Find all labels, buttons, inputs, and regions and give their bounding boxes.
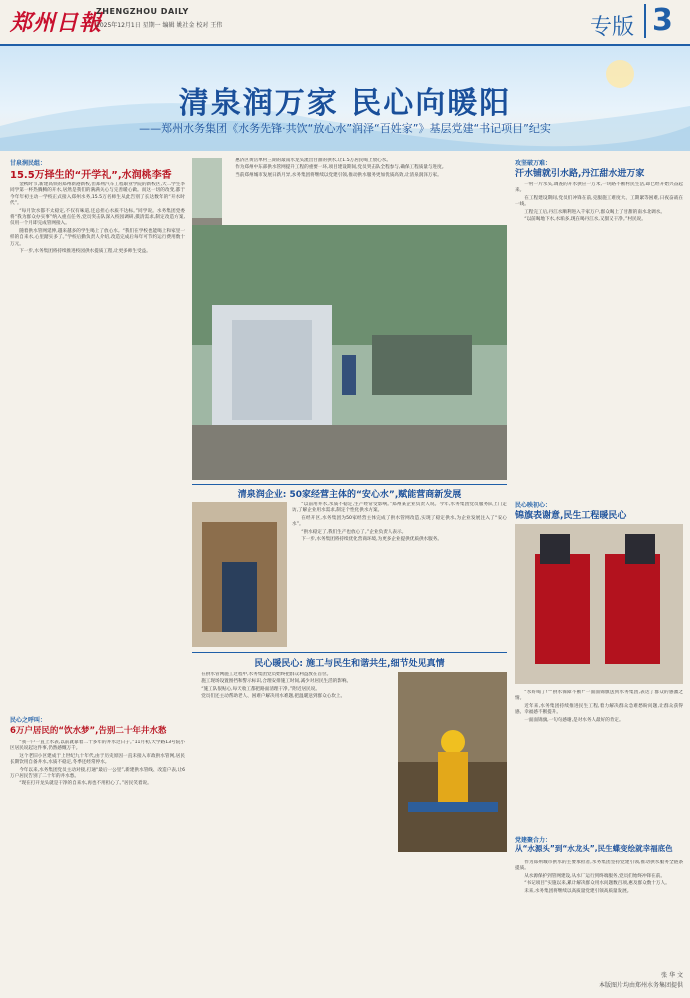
right-top-article <box>515 182 683 492</box>
paragraph: 在供水管网施工过程中,水务集团党员始终把群众利益放在首位。 <box>201 672 332 677</box>
left-top-article <box>10 182 185 712</box>
paragraph: “供水稳定了,我们生产也放心了。”企业负责人表示。 <box>301 529 407 535</box>
paragraph: 作为郑州城市供水的主要承担者,水务集团坚持党建引领,推动供水服务全链条提质。 <box>515 860 683 872</box>
center-lower-heading <box>192 656 507 669</box>
newspaper-logo: 郑州日報 <box>10 10 103 36</box>
photo-credit: 本版图片均由郑州水务集团提供 <box>598 982 683 989</box>
left-top-kicker: 甘泉润民组： <box>10 160 47 167</box>
paragraph: 从水源保护到管网建设,从水厂运行到终端服务,党员们始终冲锋在前。 <box>524 873 665 879</box>
right-top-kicker: 攻坚破万难： <box>515 160 552 167</box>
paragraph: “水好喝了!”“供水保障不断!”一面面锦旗送到水务集团,表达了群众的感激之情。 <box>515 690 683 702</box>
center-lower-title: 施工与民生和谐共生,细节处见真情 <box>306 659 445 669</box>
right-top-title: 汗水铺就引水路,丹江甜水进万家 <box>515 169 645 179</box>
paragraph: 作为郑州中东部供水管网提升工程的重要一环,项目建设期间,党员突击队全程参与,确保工程质量与进度。 <box>235 165 447 171</box>
paragraph: “每月饮水都不太稳定,不仅有味道,还总担心水质不达标。”同学说。水务集团党委将“我为群众办实事”纳入重点任务,党员突击队深入校园调研,摸清需求,制定改造方案,仅用一个月即完成管网接入。 <box>10 208 185 227</box>
banner-presentation-photo <box>515 524 683 684</box>
paragraph: “现在打开龙头就是干净的自来水,再也不用担心了。”居民笑着说。 <box>19 781 152 787</box>
byline: 张 华 文 <box>661 972 683 979</box>
paragraph: “我一户一直上水表,以前就靠着二十多年的井水过日子。”11月初,大学路13号院小区居民说起这件事,仍然感慨万千。 <box>10 740 185 752</box>
paragraph: 下一步,水务集团将持续推进校园供水提质工程,让更多师生受益。 <box>19 249 151 255</box>
date-line: 2025年12月1日 星期一 编辑 姚社金 校对 王伟 <box>96 22 223 29</box>
paragraph: 在工程建设期间,党员们冲锋在前,克服施工难度大、工期紧等困难,日夜奋战在一线。 <box>515 195 683 208</box>
enterprise-photo <box>192 502 287 647</box>
paragraph: 一村一片水头,调查的开水供应一万米,一块路不断村民生活,却已经开始兴奋起来。 <box>515 182 683 194</box>
paragraph: “书记项目”实施以来,累计解决群众用水问题数百项,惠及群众数十万人。 <box>524 881 670 887</box>
section-name: 专版 <box>590 15 635 40</box>
left-top-title: 15.5万择生的“开学礼”,水润桃李香 <box>10 170 172 181</box>
water-station-photo <box>192 225 507 480</box>
center-banner-kicker: 清泉润企业: <box>237 490 287 500</box>
paragraph: 这个老旧小区建成于上世纪九十年代,由于历史原因一直未接入市政供水管网,居民长期饮用自备井水,水质不稳定,冬季还经常停水。 <box>10 753 185 766</box>
paragraph: “施工队很贴心,每天收工都把路面清理干净。”附近居民说。 <box>201 686 320 692</box>
newspaper-name-en: ZHENGZHOU DAILY <box>96 7 189 16</box>
paragraph: 惠济区黄岳单村三期的最南水龙头流出甘甜的供水,让1.5万居民喝上放心水。 <box>235 158 391 163</box>
paragraph: 一面面锦旗,一句句感谢,是对水务人最好的肯定。 <box>524 717 624 723</box>
paragraph: 工程完工后,丹江水顺利进入千家万户,群众喝上了甘甜的南水北调水。 <box>524 209 665 215</box>
section-divider <box>192 652 507 653</box>
section-divider <box>192 484 507 485</box>
paragraph: “以前喝地下水,水垢多,现在喝丹江水,又甜又干净。”村民说。 <box>524 217 646 223</box>
paragraph: 下一步,水务集团将持续优化营商环境,为更多企业提供优质供水服务。 <box>301 537 442 543</box>
center-mid-article <box>292 502 507 647</box>
right-mid-title: 锦旗表谢意,民生工程暖民心 <box>515 511 627 521</box>
page-headline: 清泉润万家 民心向暖阳 <box>178 86 512 121</box>
paragraph: 党员们还主动帮助老人、困难户解决用水难题,把温暖送到群众心坎上。 <box>201 694 346 700</box>
paragraph: 施工现场设置围挡和警示标识,合理安排施工时间,减少对居民生活的影响。 <box>201 679 352 685</box>
paragraph: 今年以来,水务集团党员主动对接,打通“最后一公里”,新建供水管线、改造户表,让6万户居民告别了二十年的井水愁。 <box>10 767 185 780</box>
center-banner-heading <box>192 487 507 500</box>
page-subhead: ——郑州水务集团《水务先锋·共饮“放心水”润泽“百姓家”》基层党建“书记项目”纪实 <box>139 122 551 135</box>
paragraph: 随着供水管网延伸,越来越多的学生喝上了放心水。“我们在学校也能喝上和家里一样的自来水,心里踏实多了。”学校后勤负责人介绍,改造完成后每年可节约运行费用数十万元。 <box>10 228 185 247</box>
pipeline-work-photo <box>398 672 507 852</box>
right-bottom-title: 从“水源头”到“水龙头”,民生蝶变绘就幸福底色 <box>515 844 673 853</box>
paragraph: 当前郑州城市发展日新月异,水务集团将继续以党建引领,推动供水服务更加优质高效,让清泉润泽万家。 <box>235 172 442 178</box>
page-number: 3 <box>644 4 673 38</box>
right-mid-article <box>515 690 683 820</box>
right-bottom-kicker: 党建聚合力： <box>515 837 552 844</box>
center-banner-title: 50家经营主体的“安心水”,赋能营商新发展 <box>289 490 462 500</box>
paragraph: 近年来,水务集团持续推进民生工程,着力解决群众急难愁盼问题,让群众获得感、幸福感不断提升。 <box>515 703 683 716</box>
paragraph: 在经开区,水务集团为50家经营主体完成了供水管网改造,实现了稳定供水,为企业发展注入了“安心水”。 <box>292 515 507 528</box>
paragraph: “以前用井水,水质不稳定,生产经常受影响。”郑州某企业负责人说。今年,水务集团党员服务队上门走访,了解企业用水需求,制定个性化供水方案。 <box>292 502 507 514</box>
paragraph: 金秋时节,新建高铁的郑州新港新校,但郑州汽车工程职业学院的新校区,大二学生李同学第一杯热腾腾的开水,居然是我们的满满关心与完善暖心做。而这一切的改变,都于今年年初主动一学校正式接入郑州水务,15.5万名师生从此告别了长达数年的“开水时代”。 <box>10 182 185 207</box>
center-bottom-article <box>192 672 392 992</box>
left-mid-title: 6万户居民的“饮水梦”,告别二十年井水愁 <box>10 726 167 736</box>
left-mid-article <box>10 740 185 990</box>
center-lower-kicker: 民心暖民心: <box>254 659 304 669</box>
right-bottom-article <box>515 860 683 968</box>
center-top-article <box>226 158 448 218</box>
paragraph: 未来,水务集团将继续以高质量党建引领高质量发展。 <box>524 888 632 894</box>
left-mid-kicker: 民心之呼叫： <box>10 717 47 724</box>
right-mid-kicker: 民心映初心： <box>515 502 552 509</box>
